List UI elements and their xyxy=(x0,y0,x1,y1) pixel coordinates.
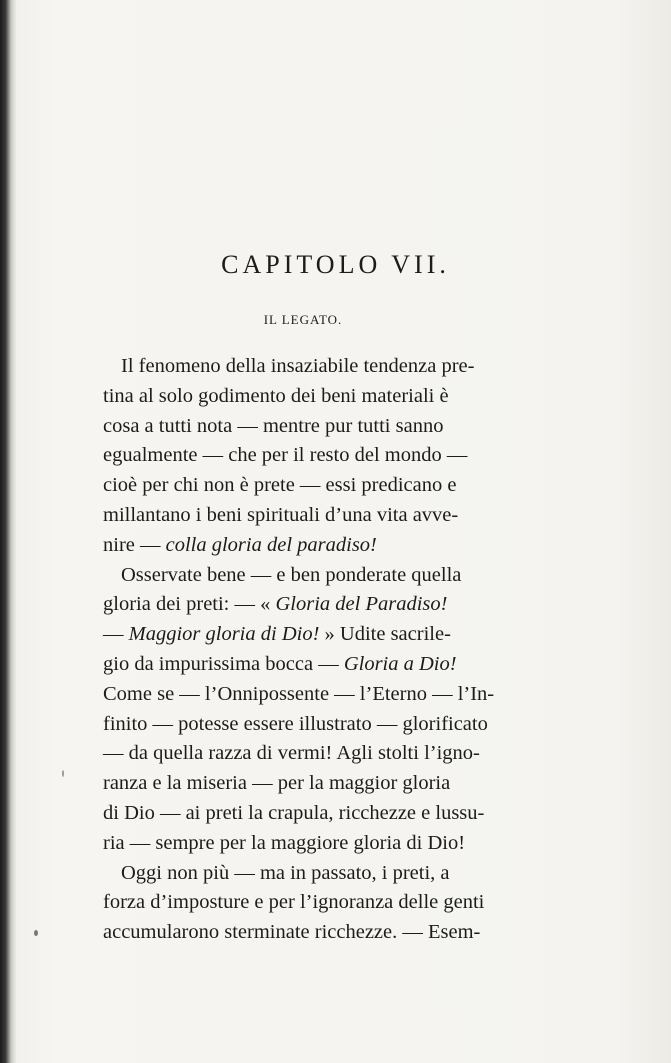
emphasis-text: Gloria a Dio! xyxy=(343,652,457,675)
text-line: nire — colla gloria del paradiso! xyxy=(103,533,377,556)
text-line: ria — sempre per la maggiore gloria di Dio! xyxy=(103,831,466,854)
text-line: gloria dei preti: — « Gloria del Paradiso! xyxy=(103,593,448,616)
text-line: — da quella razza di vermi! Agli stolti l’igno- xyxy=(103,742,480,765)
emphasis-text: Gloria del Paradiso! xyxy=(275,593,448,616)
emphasis-text: colla gloria del paradiso! xyxy=(165,533,377,556)
text-line: finito — potesse essere illustrato — glorificato xyxy=(103,712,488,735)
text-line: accumularono sterminate ricchezze. — Esem- xyxy=(103,921,481,944)
section-title: IL LEGATO. xyxy=(263,312,343,327)
paragraph-3 xyxy=(103,859,527,948)
text-line: — Maggior gloria di Dio! » Udite sacrile- xyxy=(103,623,451,646)
text-line: millantano i beni spirituali d’una vita avve- xyxy=(103,503,459,526)
text-line: Osservate bene — e ben ponderate quella xyxy=(121,563,462,586)
text-line: cioè per chi non è prete — essi predicano e xyxy=(103,474,457,497)
emphasis-text: Maggior gloria di Dio! xyxy=(128,623,320,646)
paragraph-1 xyxy=(103,352,527,561)
text-line: Oggi non più — ma in passato, i preti, a xyxy=(121,861,450,884)
text-line: forza d’imposture e per l’ignoranza delle genti xyxy=(103,891,485,914)
paper-speck xyxy=(34,930,38,936)
text-line: Come se — l’Onnipossente — l’Eterno — l’In- xyxy=(103,682,495,705)
text-line: gio da impurissima bocca — Gloria a Dio! xyxy=(103,652,457,675)
paragraph-2 xyxy=(103,561,527,859)
text-line: Il fenomeno della insaziabile tendenza pre- xyxy=(121,355,475,377)
chapter-title: CAPITOLO VII. xyxy=(221,250,450,279)
body-text xyxy=(103,352,527,948)
text-line: ranza e la miseria — per la maggior gloria xyxy=(103,772,451,795)
text-line: cosa a tutti nota — mentre pur tutti sanno xyxy=(103,414,444,437)
text-line: tina al solo godimento dei beni materiali è xyxy=(103,384,449,407)
text-line: egualmente — che per il resto del mondo — xyxy=(103,444,468,467)
paper-speck xyxy=(62,770,64,777)
page-binding-shadow xyxy=(0,0,16,1063)
text-line: di Dio — ai preti la crapula, ricchezze e lussu- xyxy=(103,801,485,824)
